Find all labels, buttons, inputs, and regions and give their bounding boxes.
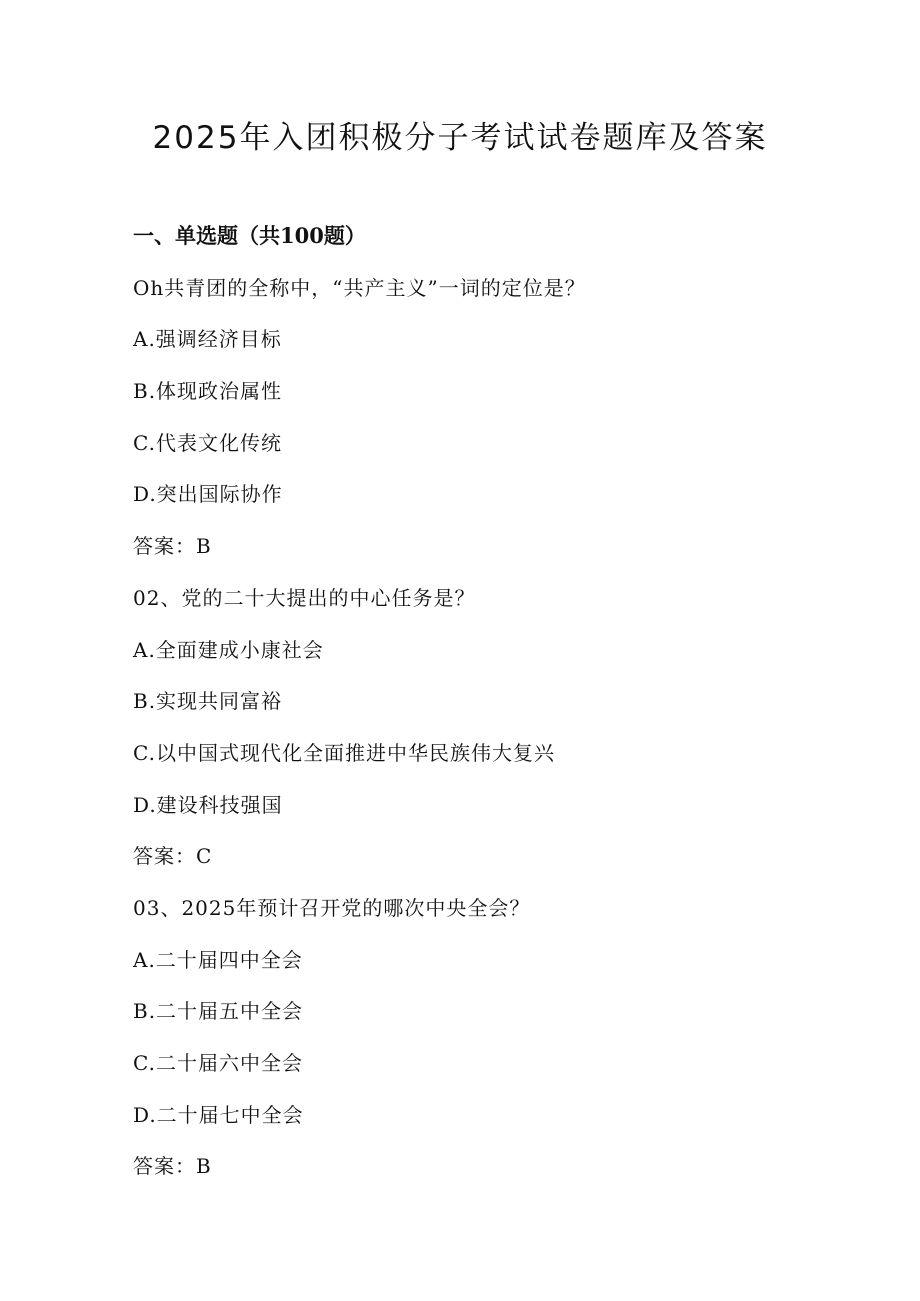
option-b: B.实现共同富裕 bbox=[133, 689, 283, 714]
option-c: C.二十届六中全会 bbox=[133, 1051, 303, 1075]
document-body bbox=[133, 222, 833, 1204]
question-stem: Oh共青团的全称中，“共产主义”一词的定位是？ bbox=[133, 275, 586, 300]
option-c: C.代表文化传统 bbox=[133, 430, 282, 455]
answer-line: 答案：C bbox=[133, 844, 213, 869]
question-block-3 bbox=[133, 894, 833, 1180]
option-c: C.以中国式现代化全面推进中华民族伟大复兴 bbox=[133, 740, 555, 765]
option-d: D.突出国际协作 bbox=[133, 482, 283, 507]
document-title: 2025年入团积极分子考试试卷题库及答案 bbox=[152, 120, 768, 156]
option-b: B.体现政治属性 bbox=[133, 379, 283, 404]
question-stem: 03、2025年预计召开党的哪次中央全会？ bbox=[133, 895, 531, 920]
option-a: A.全面建成小康社会 bbox=[133, 637, 324, 662]
question-block-2 bbox=[133, 584, 833, 870]
question-block-1 bbox=[133, 274, 833, 560]
option-d: D.二十届七中全会 bbox=[133, 1102, 304, 1127]
question-stem: 02、党的二十大提出的中心任务是？ bbox=[133, 585, 476, 610]
option-a: A.强调经济目标 bbox=[133, 327, 282, 352]
section-heading: 一、单选题（共100题） bbox=[133, 223, 366, 248]
option-b: B.二十届五中全会 bbox=[133, 999, 304, 1024]
option-a: A.二十届四中全会 bbox=[133, 947, 303, 972]
option-d: D.建设科技强国 bbox=[133, 792, 283, 817]
answer-line: 答案：B bbox=[133, 1154, 212, 1179]
answer-line: 答案：B bbox=[133, 534, 212, 559]
